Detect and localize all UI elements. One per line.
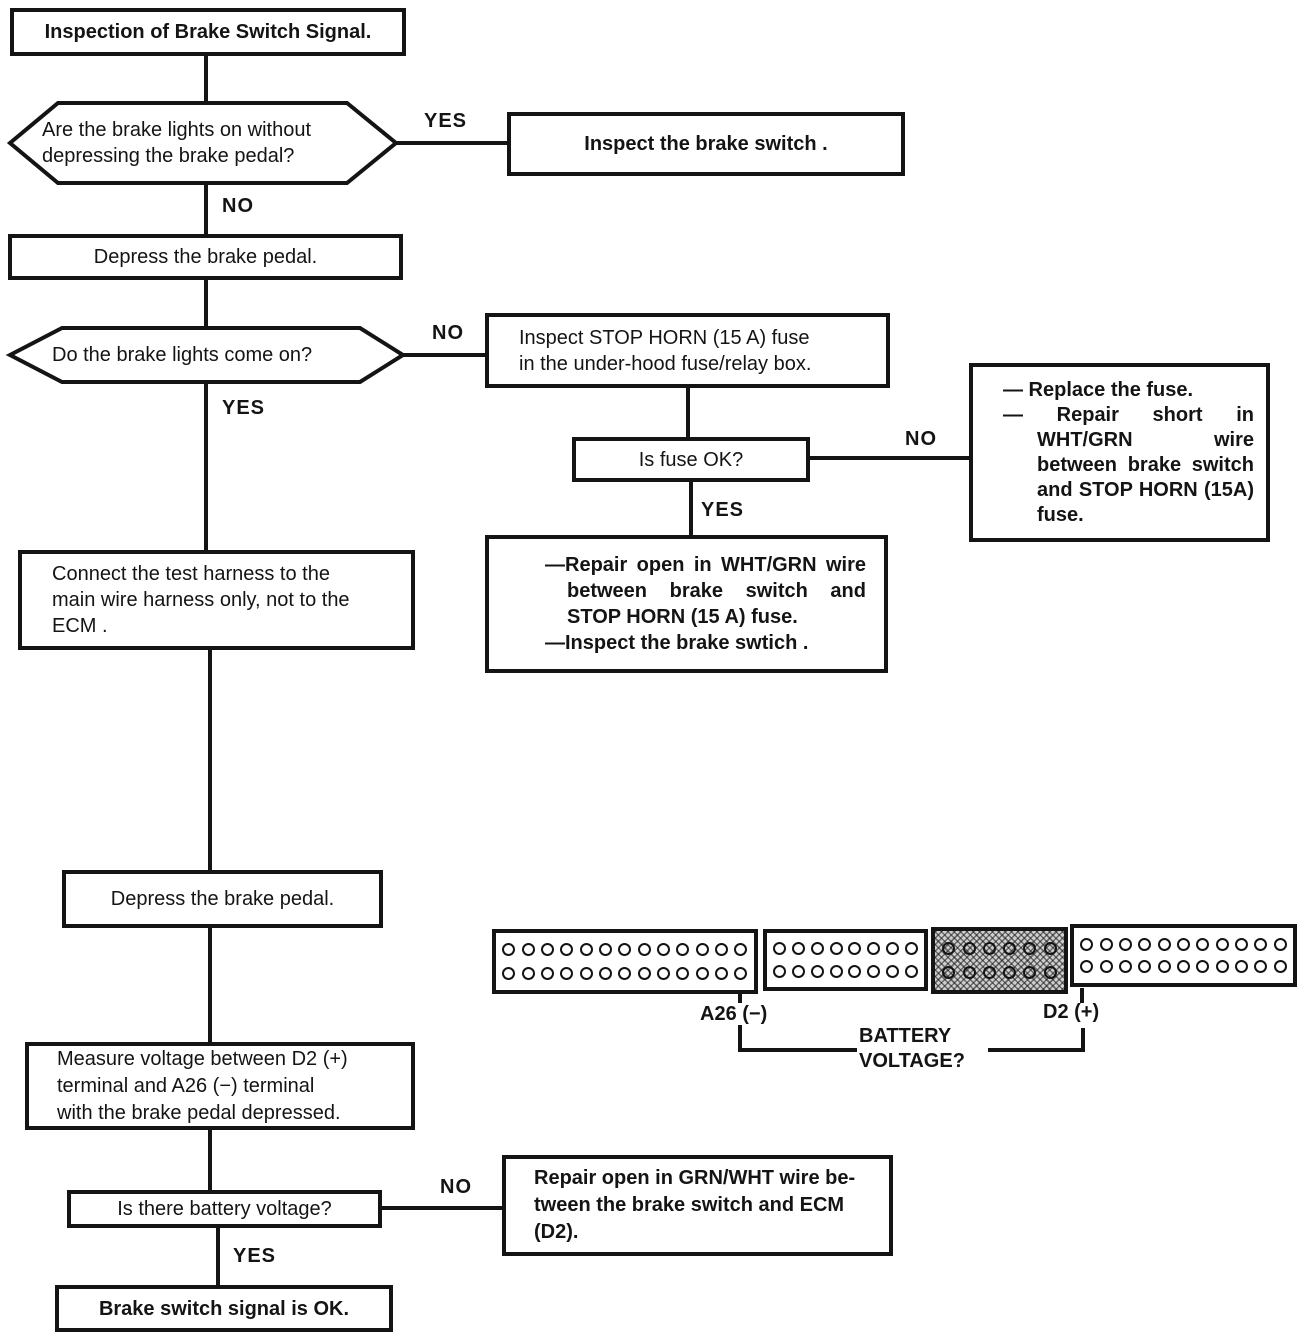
pin-hole-icon bbox=[676, 943, 689, 956]
pin-row bbox=[496, 967, 754, 980]
action-repair-grnwht-line2: tween the brake switch and ECM bbox=[534, 1194, 845, 1216]
pin-hole-icon bbox=[942, 942, 955, 955]
label-fuse-yes: YES bbox=[701, 499, 745, 521]
action-inspect-switch-2: —Inspect the brake swtich . bbox=[545, 632, 809, 654]
connector-segment-b bbox=[763, 929, 928, 991]
pin-hole-icon bbox=[1254, 960, 1267, 973]
pin-hole-icon bbox=[1138, 938, 1151, 951]
pin-hole-icon bbox=[886, 965, 899, 978]
pin-hole-icon bbox=[657, 967, 670, 980]
label-q1-no: NO bbox=[222, 195, 254, 217]
pin-row bbox=[1074, 938, 1293, 951]
pin-hole-icon bbox=[867, 942, 880, 955]
pin-hole-icon bbox=[1138, 960, 1151, 973]
pin-hole-icon bbox=[983, 966, 996, 979]
pin-hole-icon bbox=[1196, 960, 1209, 973]
pin-hole-icon bbox=[1196, 938, 1209, 951]
action-repair-short: — Repair short in WHT/GRN wire between brake switch and STOP HORN (15A) fuse. bbox=[1003, 403, 1254, 526]
action-inspect-fuse-line2: in the under-hood fuse/relay box. bbox=[519, 352, 812, 375]
pin-hole-icon bbox=[1158, 938, 1171, 951]
pin-hole-icon bbox=[696, 943, 709, 956]
pin-hole-icon bbox=[618, 967, 631, 980]
action-replace-fuse: — Replace the fuse. bbox=[1003, 378, 1194, 401]
pin-hole-icon bbox=[1235, 960, 1248, 973]
pin-hole-icon bbox=[1023, 966, 1036, 979]
pin-hole-icon bbox=[811, 965, 824, 978]
pin-hole-icon bbox=[1274, 938, 1287, 951]
pin-hole-icon bbox=[560, 967, 573, 980]
pin-hole-icon bbox=[1274, 960, 1287, 973]
pin-hole-icon bbox=[560, 943, 573, 956]
pin-hole-icon bbox=[734, 967, 747, 980]
pin-row bbox=[496, 943, 754, 956]
action-repair-grnwht-line3: (D2). bbox=[534, 1221, 579, 1243]
pin-hole-icon bbox=[792, 942, 805, 955]
action-measure-voltage bbox=[25, 1042, 415, 1130]
pin-hole-icon bbox=[886, 942, 899, 955]
pin-hole-icon bbox=[522, 967, 535, 980]
action-fuse-ok bbox=[485, 535, 888, 673]
start-node bbox=[10, 8, 406, 56]
pin-row bbox=[767, 965, 924, 978]
decision-q1 bbox=[42, 103, 372, 183]
pin-hole-icon bbox=[905, 965, 918, 978]
action-depress-pedal-2 bbox=[62, 870, 383, 928]
label-q1-yes: YES bbox=[424, 110, 468, 132]
label-battery-voltage-line2: VOLTAGE? bbox=[859, 1050, 965, 1072]
pin-hole-icon bbox=[522, 943, 535, 956]
action-inspect-brake-switch bbox=[507, 112, 905, 176]
action-fuse-not-ok bbox=[969, 363, 1270, 542]
label-a26-terminal: A26 (−) bbox=[700, 1003, 768, 1025]
pin-hole-icon bbox=[1119, 960, 1132, 973]
pin-hole-icon bbox=[983, 942, 996, 955]
pin-row bbox=[1074, 960, 1293, 973]
pin-hole-icon bbox=[1119, 938, 1132, 951]
pin-hole-icon bbox=[1177, 960, 1190, 973]
pin-hole-icon bbox=[1235, 938, 1248, 951]
pin-hole-icon bbox=[1044, 942, 1057, 955]
pin-hole-icon bbox=[638, 943, 651, 956]
pin-hole-icon bbox=[792, 965, 805, 978]
pin-row bbox=[935, 942, 1064, 955]
label-q2-yes: YES bbox=[222, 397, 266, 419]
decision-is-fuse-ok-text: Is fuse OK? bbox=[638, 448, 744, 471]
pin-hole-icon bbox=[599, 943, 612, 956]
end-node-signal-ok bbox=[55, 1285, 393, 1332]
pin-hole-icon bbox=[541, 967, 554, 980]
pin-hole-icon bbox=[676, 967, 689, 980]
action-connect-line2: main wire harness only, not to the bbox=[52, 589, 350, 611]
pin-hole-icon bbox=[696, 967, 709, 980]
pin-hole-icon bbox=[773, 965, 786, 978]
decision-q1-line2: depressing the brake pedal? bbox=[42, 145, 295, 167]
label-battery-voltage bbox=[859, 1024, 965, 1074]
pin-hole-icon bbox=[1003, 942, 1016, 955]
pin-hole-icon bbox=[541, 943, 554, 956]
pin-hole-icon bbox=[502, 967, 515, 980]
action-measure-line2: terminal and A26 (−) terminal bbox=[57, 1074, 315, 1097]
pin-hole-icon bbox=[1216, 960, 1229, 973]
end-node-signal-ok-text: Brake switch signal is OK. bbox=[98, 1297, 350, 1320]
pin-hole-icon bbox=[657, 943, 670, 956]
action-repair-open-whtgrn: —Repair open in WHT/GRN wire between brake switch and STOP HORN (15 A) fuse. bbox=[545, 554, 866, 628]
pin-hole-icon bbox=[1177, 938, 1190, 951]
action-measure-line1: Measure voltage between D2 (+) bbox=[57, 1047, 348, 1070]
pin-row bbox=[935, 966, 1064, 979]
action-depress-pedal-2-text: Depress the brake pedal. bbox=[110, 888, 335, 910]
action-inspect-brake-switch-text: Inspect the brake switch . bbox=[584, 133, 828, 155]
pin-hole-icon bbox=[963, 966, 976, 979]
edge-a26-bracket bbox=[740, 1025, 857, 1050]
action-connect-test-harness bbox=[18, 550, 415, 650]
label-q2-no: NO bbox=[432, 322, 464, 344]
action-inspect-fuse bbox=[485, 313, 890, 388]
pin-hole-icon bbox=[734, 943, 747, 956]
connector-segment-c-shaded bbox=[931, 927, 1068, 994]
pin-hole-icon bbox=[811, 942, 824, 955]
pin-hole-icon bbox=[1254, 938, 1267, 951]
decision-is-fuse-ok bbox=[572, 437, 810, 482]
decision-battery-voltage bbox=[67, 1190, 382, 1228]
pin-hole-icon bbox=[848, 942, 861, 955]
pin-hole-icon bbox=[1216, 938, 1229, 951]
connector-segment-d bbox=[1070, 924, 1297, 987]
pin-hole-icon bbox=[1080, 960, 1093, 973]
pin-hole-icon bbox=[638, 967, 651, 980]
pin-hole-icon bbox=[905, 942, 918, 955]
pin-hole-icon bbox=[1044, 966, 1057, 979]
pin-row bbox=[767, 942, 924, 955]
pin-hole-icon bbox=[942, 966, 955, 979]
pin-hole-icon bbox=[830, 965, 843, 978]
decision-q2 bbox=[52, 330, 372, 380]
label-d2-terminal: D2 (+) bbox=[1043, 1001, 1100, 1023]
decision-q2-text: Do the brake lights come on? bbox=[52, 344, 313, 366]
edge-d2-bracket bbox=[988, 1028, 1083, 1050]
action-repair-grnwht bbox=[502, 1155, 893, 1256]
pin-hole-icon bbox=[1080, 938, 1093, 951]
pin-hole-icon bbox=[580, 943, 593, 956]
page-title: Inspection of Brake Switch Signal. bbox=[44, 21, 372, 43]
action-connect-line3: ECM . bbox=[52, 615, 108, 637]
action-depress-pedal-1 bbox=[8, 234, 403, 280]
decision-q1-line1: Are the brake lights on without bbox=[42, 119, 312, 141]
pin-hole-icon bbox=[848, 965, 861, 978]
action-connect-line1: Connect the test harness to the bbox=[52, 563, 330, 585]
pin-hole-icon bbox=[1100, 938, 1113, 951]
pin-hole-icon bbox=[502, 943, 515, 956]
pin-hole-icon bbox=[599, 967, 612, 980]
pin-hole-icon bbox=[1100, 960, 1113, 973]
pin-hole-icon bbox=[715, 967, 728, 980]
pin-hole-icon bbox=[1158, 960, 1171, 973]
pin-hole-icon bbox=[773, 942, 786, 955]
action-measure-line3: with the brake pedal depressed. bbox=[57, 1101, 341, 1124]
pin-hole-icon bbox=[580, 967, 593, 980]
label-battery-yes: YES bbox=[233, 1245, 277, 1267]
pin-hole-icon bbox=[715, 943, 728, 956]
decision-battery-voltage-text: Is there battery voltage? bbox=[117, 1198, 332, 1220]
pin-hole-icon bbox=[830, 942, 843, 955]
action-repair-grnwht-line1: Repair open in GRN/WHT wire be- bbox=[534, 1167, 856, 1189]
pin-hole-icon bbox=[963, 942, 976, 955]
action-inspect-fuse-line1: Inspect STOP HORN (15 A) fuse bbox=[519, 326, 810, 349]
action-depress-pedal-1-text: Depress the brake pedal. bbox=[93, 246, 318, 268]
pin-hole-icon bbox=[1023, 942, 1036, 955]
pin-hole-icon bbox=[867, 965, 880, 978]
pin-hole-icon bbox=[618, 943, 631, 956]
label-battery-voltage-line1: BATTERY bbox=[859, 1025, 952, 1047]
label-battery-no: NO bbox=[440, 1176, 472, 1198]
connector-segment-a bbox=[492, 929, 758, 994]
pin-hole-icon bbox=[1003, 966, 1016, 979]
label-fuse-no: NO bbox=[905, 428, 937, 450]
